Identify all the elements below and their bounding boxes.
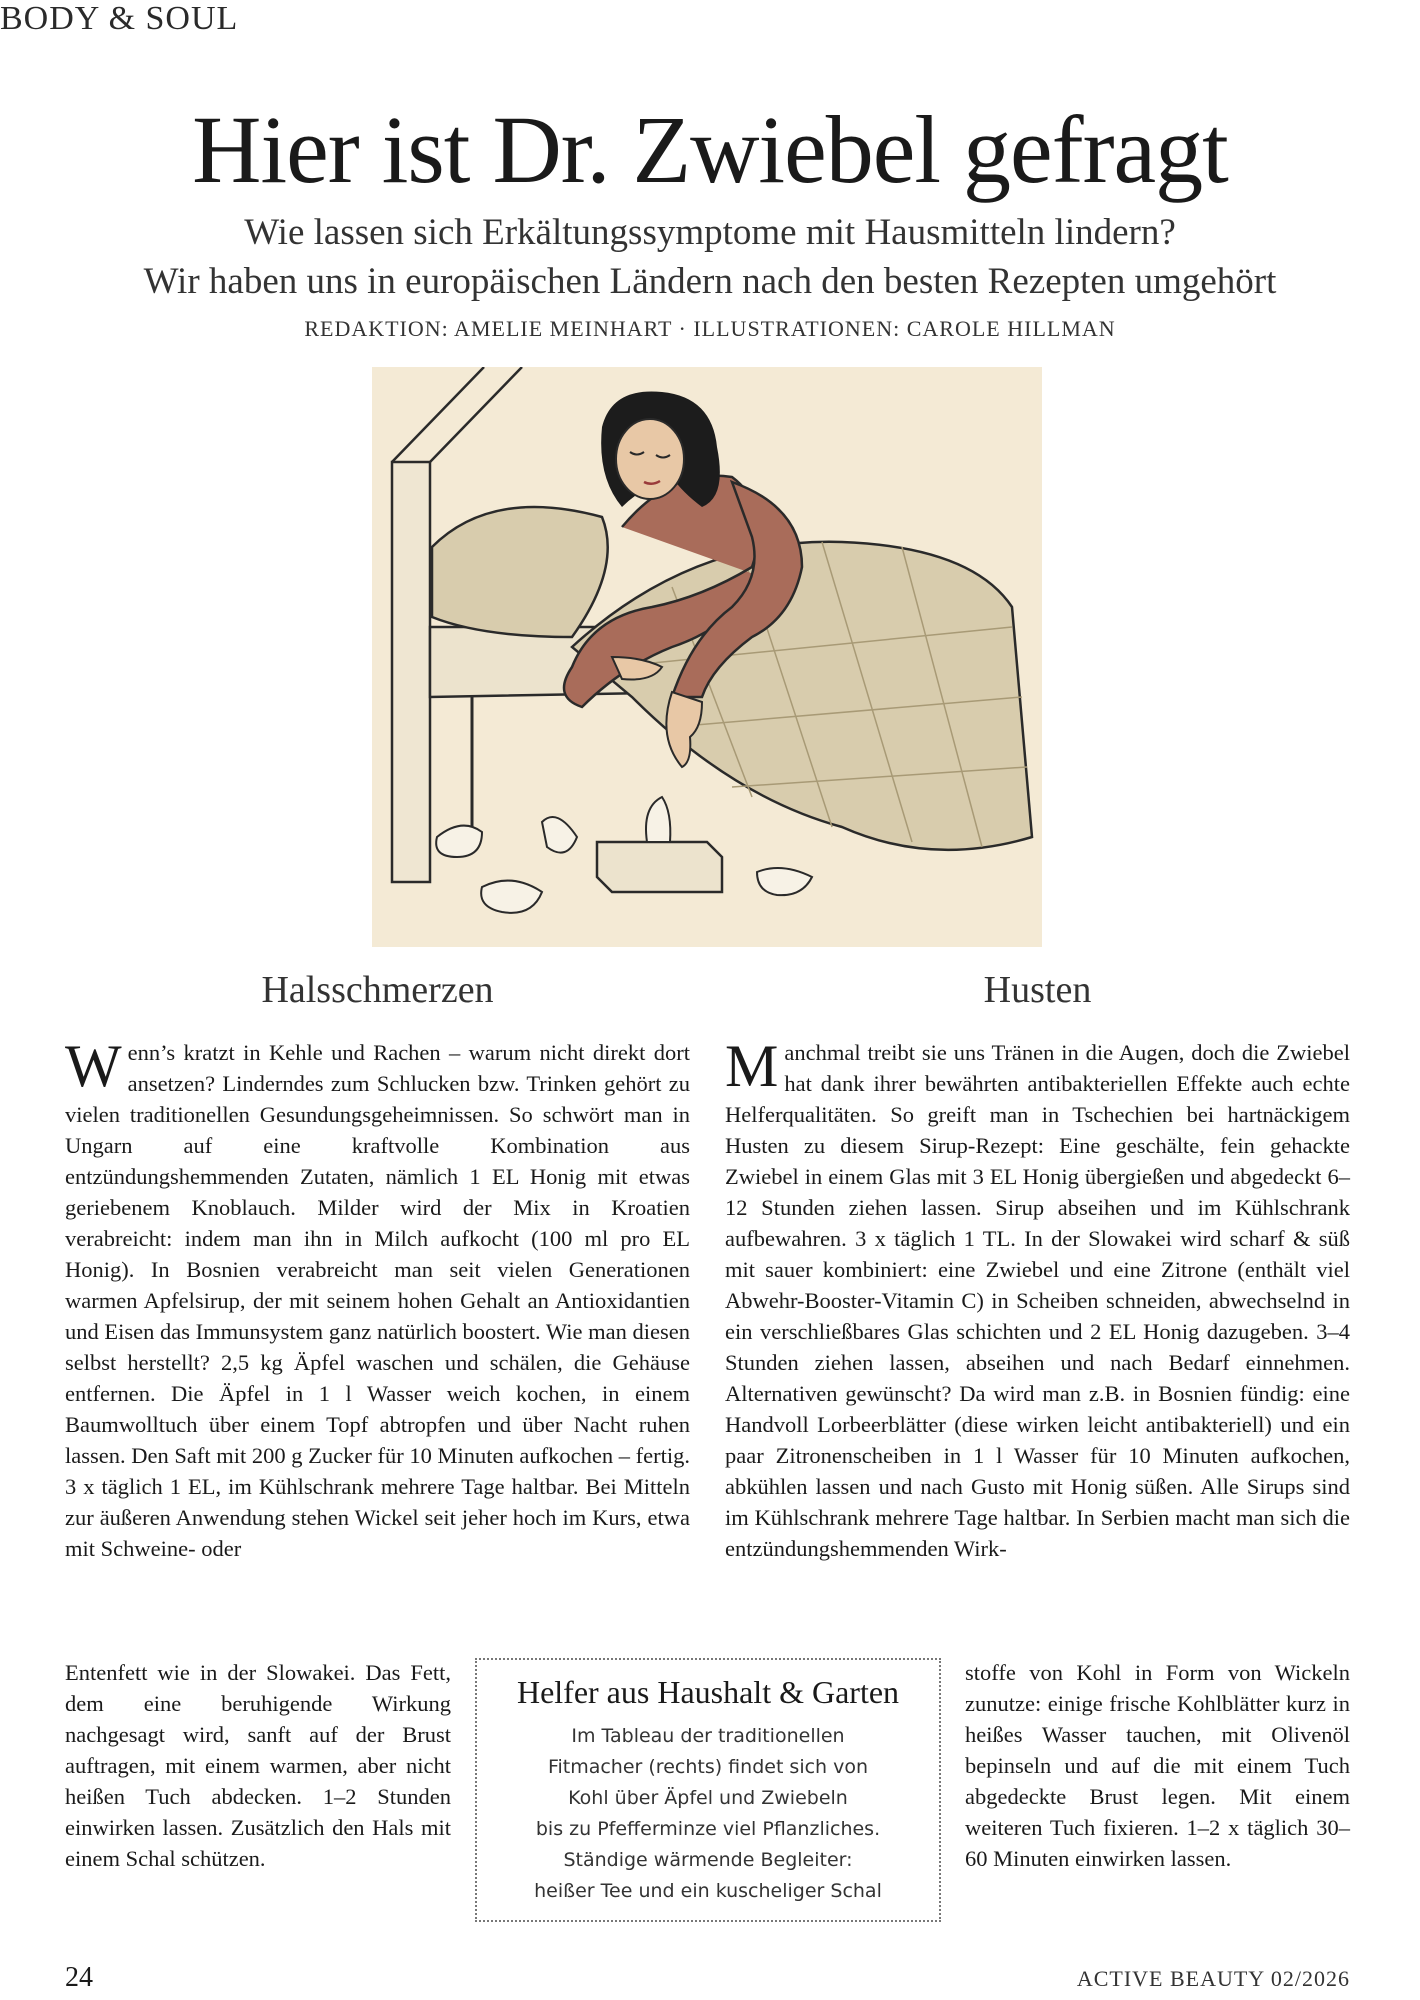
section-label: BODY & SOUL [0, 0, 239, 37]
sidebar-line: Im Tableau der traditionellen [571, 1725, 845, 1747]
tissue [436, 826, 482, 857]
body-text-right-lower: stoffe von Kohl in Form von Wickeln zunutze: einige frische Kohlblätter kurz in heißes Wasser tauchen, mit Olivenöl bepinseln und auf die mit einem Tuch abgedeckte Brust legen. Mit einem weiteren Tuch fixieren. 1–2 x täglich 30–60 Minuten einwirken lassen. [965, 1660, 1350, 1871]
article-column-right [725, 1033, 1350, 1564]
bed-illustration [372, 367, 1042, 947]
sidebar-line: bis zu Pfefferminze viel Pflanzliches. [535, 1818, 881, 1840]
blanket [572, 542, 1032, 850]
article-credits: REDAKTION: AMELIE MEINHART · ILLUSTRATIONEN: CAROLE HILLMAN [304, 316, 1116, 341]
article-column-right-lower [965, 1657, 1350, 1874]
body-text-left-lower: Entenfett wie in der Slowakei. Das Fett, dem eine beruhigende Wirkung nachgesagt wird, sanft auf der Brust auftragen, mit einem warmen, aber nicht heißen Tuch abdecken. 1–2 Stunden einwirken lassen. Zusätzlich den Hals mit einem Schal schützen. [65, 1660, 451, 1871]
tissue [542, 817, 577, 853]
sidebar-line: Ständige wärmende Begleiter: [563, 1849, 853, 1871]
article-column-left-lower [65, 1657, 451, 1874]
tissue [481, 881, 542, 913]
illustration-sick-woman-in-bed [372, 367, 1042, 947]
sidebar-line: heißer Tee und ein kuscheliger Schal [534, 1880, 882, 1902]
sidebar-title: Helfer aus Haushalt & Garten [516, 1674, 900, 1710]
sidebar-line: Fitmacher (rechts) findet sich von [547, 1756, 869, 1778]
article-subtitle-line1: Wie lassen sich Erkältungssymptome mit Hausmitteln lindern? [244, 212, 1176, 253]
dropcap-right: M [725, 1033, 779, 1099]
pillow [432, 507, 608, 637]
sidebar-line: Kohl über Äpfel und Zwiebeln [568, 1787, 848, 1809]
article-column-left [65, 1033, 690, 1564]
page-number: 24 [65, 1962, 93, 1993]
heading-halsschmerzen: Halsschmerzen [261, 969, 494, 1011]
body-text-right-upper: anchmal treibt sie uns Tränen in die Augen, doch die Zwiebel hat dank ihrer bewährten antibakteriellen Effekte auch echte Helferqualitäten. So greift man in Tschechien bei hartnäckigem Husten zu diesem Sirup-Rezept: Eine geschälte, fein gehackte Zwiebel in einem Glas mit 3 EL Honig übergießen und abgedeckt 6–12 Stunden ziehen lassen. Sirup abseihen und im Kühlschrank aufbewahren. 3 x täglich 1 TL. In der Slowakei wird scharf & süß mit sauer kombiniert: eine Zwiebel und eine Zitrone (enthält viel Abwehr-Booster-Vitamin C) in Scheiben schneiden, abwechselnd in ein verschließbares Glas schichten und 2 EL Honig dazugeben. 3–4 Stunden ziehen lassen, abseihen und nach Bedarf einnehmen. Alternativen gewünscht? Da wird man z.B. in Bosnien fündig: eine Handvoll Lorbeerblätter (diese wirken leicht antibakteriell) und ein paar Zitronenscheiben in 1 l Wasser für 10 Minuten aufkochen, abkühlen lassen und nach Gusto mit Honig süßen. Alle Sirups sind im Kühlschrank mehrere Tage haltbar. In Serbien macht man sich die entzündungshemmenden Wirk- [725, 1040, 1350, 1561]
hand [666, 692, 702, 767]
headboard [392, 462, 430, 882]
face [616, 419, 684, 499]
body-text-left-upper: enn’s kratzt in Kehle und Rachen – warum nicht direkt dort ansetzen? Linderndes zum Schlucken bzw. Trinken gehört zu vielen traditionellen Gesundungsgeheimnissen. So schwört man in Ungarn auf eine kraftvolle Kombination aus entzündungshemmenden Zutaten, nämlich 1 EL Honig mit etwas geriebenem Knoblauch. Milder wird der Mix in Kroatien verabreicht: indem man ihn in Milch aufkocht (100 ml pro EL Honig). In Bosnien verabreicht man seit vielen Generationen warmen Apfelsirup, der mit seinem hohen Gehalt an Antioxidantien und Eisen das Immunsystem ganz natürlich boostert. Wie man diesen selbst herstellt? 2,5 kg Äpfel waschen und schälen, die Gehäuse entfernen. Die Äpfel in 1 l Wasser weich kochen, in einem Baumwolltuch über einem Topf abtropfen und über Nacht ruhen lassen. Den Saft mit 200 g Zucker für 10 Minuten aufkochen – fertig. 3 x täglich 1 EL, im Kühlschrank mehrere Tage haltbar. Bei Mitteln zur äußeren Anwendung stehen Wickel seit jeher hoch im Kurs, etwa mit Schweine- oder [65, 1040, 690, 1561]
magazine-issue: ACTIVE BEAUTY 02/2026 [1076, 1966, 1350, 1991]
sidebar-box [475, 1658, 941, 1922]
article-title: Hier ist Dr. Zwiebel gefragt [192, 96, 1228, 203]
article-subtitle-line2: Wir haben uns in europäischen Ländern nach den besten Rezepten umgehört [143, 261, 1277, 302]
tissue [757, 868, 812, 895]
dropcap-left: W [65, 1033, 122, 1099]
heading-husten: Husten [983, 969, 1092, 1011]
tissue-box [597, 842, 722, 892]
